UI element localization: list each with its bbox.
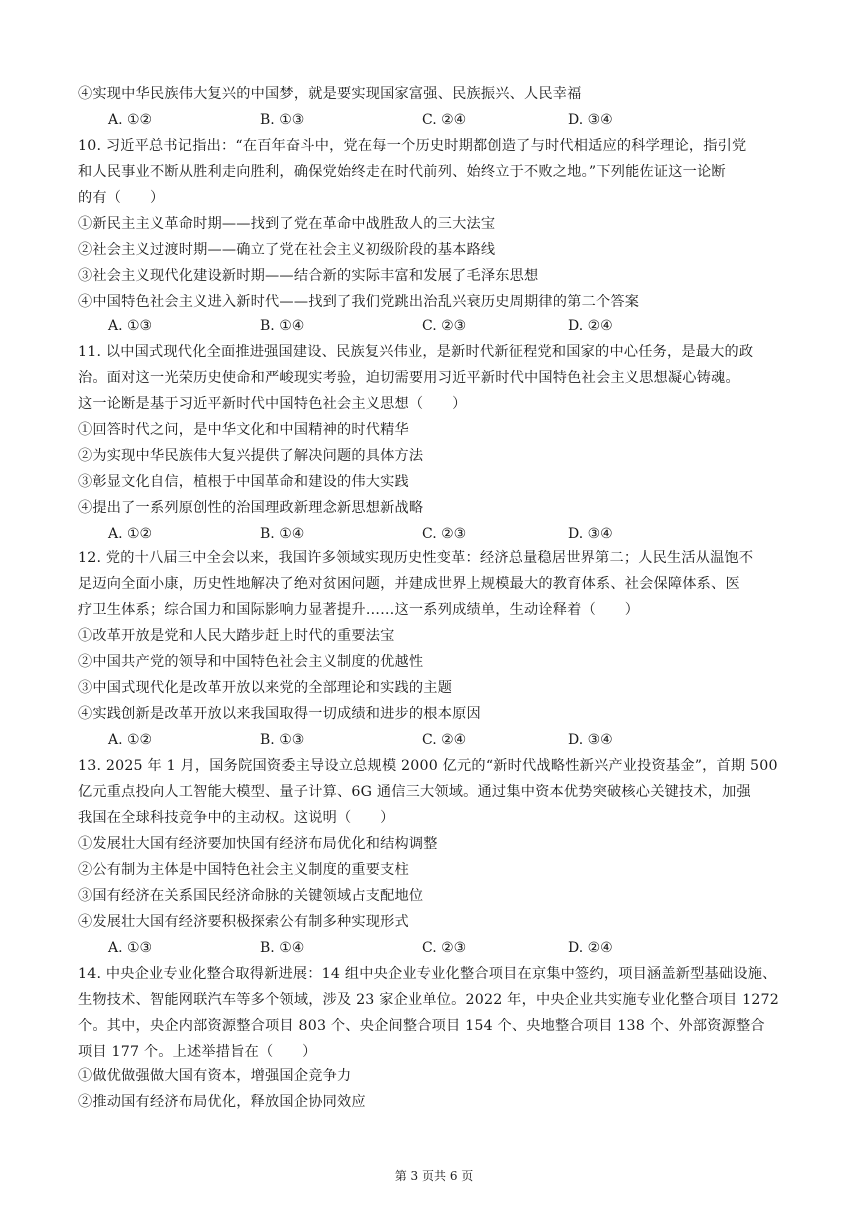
text-line: ④发展壮大国有经济要积极探索公有制多种实现形式 [78, 914, 409, 930]
text-line: 我国在全球科技竞争中的主动权。这说明（ ） [78, 810, 395, 826]
text-line: ①回答时代之问，是中华文化和中国精神的时代精华 [78, 422, 409, 438]
text-line: ③社会主义现代化建设新时期——结合新的实际丰富和发展了毛泽东思想 [78, 268, 539, 284]
text-line: ③中国式现代化是改革开放以来党的全部理论和实践的主题 [78, 680, 453, 696]
text-line: ①新民主主义革命时期——找到了党在革命中战胜敌人的三大法宝 [78, 216, 496, 232]
text-line: 这一论断是基于习近平新时代中国特色社会主义思想（ ） [78, 396, 467, 412]
text-line: 10. 习近平总书记指出：“在百年奋斗中，党在每一个历史时期都创造了与时代相适应的科学理论，指引党 [78, 138, 747, 154]
answer-option: D. ②④ [568, 940, 613, 956]
answer-option: A. ①② [108, 112, 153, 128]
text-line: ②中国共产党的领导和中国特色社会主义制度的优越性 [78, 654, 424, 670]
answer-option: C. ②④ [422, 112, 467, 128]
text-line: 亿元重点投向人工智能大模型、量子计算、6G 通信三大领域。通过集中资本优势突破核心关键技术，加强 [78, 784, 751, 800]
answer-option: A. ①② [108, 526, 153, 542]
answer-option: C. ②④ [422, 732, 467, 748]
text-line: 12. 党的十八届三中全会以来，我国许多领域实现历史性变革：经济总量稳居世界第二；人民生活从温饱不 [78, 550, 754, 566]
text-line: 13. 2025 年 1 月，国务院国资委主导设立总规模 2000 亿元的“新时代战略性新兴产业投资基金”，首期 500 [78, 758, 778, 774]
answer-option: B. ①④ [260, 318, 305, 334]
answer-option: B. ①③ [260, 112, 305, 128]
text-line: ③国有经济在关系国民经济命脉的关键领域占支配地位 [78, 888, 424, 904]
answer-option: B. ①④ [260, 940, 305, 956]
answer-option: D. ③④ [568, 526, 613, 542]
text-line: 个。其中，央企内部资源整合项目 803 个、央企间整合项目 154 个、央地整合项目 138 个、外部资源整合 [78, 1018, 765, 1034]
text-line: 项目 177 个。上述举措旨在（ ） [78, 1044, 317, 1060]
text-line: ①改革开放是党和人民大踏步赶上时代的重要法宝 [78, 628, 395, 644]
answer-options [108, 110, 808, 130]
answer-option: D. ②④ [568, 318, 613, 334]
answer-option: D. ③④ [568, 732, 613, 748]
text-line: 疗卫生体系；综合国力和国际影响力显著提升……这一系列成绩单，生动诠释着（ ） [78, 602, 640, 618]
text-line: ②公有制为主体是中国特色社会主义制度的重要支柱 [78, 862, 409, 878]
text-line: 足迈向全面小康，历史性地解决了绝对贫困问题，并建成世界上规模最大的教育体系、社会保障体系、医 [78, 576, 740, 592]
text-line: ④中国特色社会主义进入新时代——找到了我们党跳出治乱兴衰历史周期律的第二个答案 [78, 294, 640, 310]
text-line: ④实践创新是改革开放以来我国取得一切成绩和进步的根本原因 [78, 706, 481, 722]
text-line: 生物技术、智能网联汽车等多个领域，涉及 23 家企业单位。2022 年，中央企业共实施专业化整合项目 1272 [78, 992, 779, 1008]
answer-options [108, 524, 808, 544]
answer-option: B. ①③ [260, 732, 305, 748]
text-line: ②为实现中华民族伟大复兴提供了解决问题的具体方法 [78, 448, 424, 464]
text-line: 治。面对这一光荣历史使命和严峻现实考验，迫切需要用习近平新时代中国特色社会主义思想凝心铸魂。 [78, 370, 740, 386]
text-line: ①发展壮大国有经济要加快国有经济布局优化和结构调整 [78, 836, 438, 852]
text-line: 11. 以中国式现代化全面推进强国建设、民族复兴伟业，是新时代新征程党和国家的中心任务，是最大的政 [78, 344, 754, 360]
answer-option: C. ②③ [422, 318, 467, 334]
answer-option: D. ③④ [568, 112, 613, 128]
answer-options [108, 316, 808, 336]
text-line: 和人民事业不断从胜利走向胜利，确保党始终走在时代前列、始终立于不败之地。”下列能佐证这一论断 [78, 164, 726, 180]
answer-options [108, 730, 808, 750]
text-line: ①做优做强做大国有资本，增强国企竞争力 [78, 1068, 352, 1084]
answer-option: A. ①③ [108, 940, 153, 956]
text-line: ④实现中华民族伟大复兴的中国梦，就是要实现国家富强、民族振兴、人民幸福 [78, 86, 582, 102]
page-footer: 第 3 页共 6 页 [394, 1169, 474, 1183]
text-line: 的有（ ） [78, 190, 165, 206]
answer-options [108, 938, 808, 958]
answer-option: B. ①④ [260, 526, 305, 542]
text-line: ④提出了一系列原创性的治国理政新理念新思想新战略 [78, 500, 424, 516]
answer-option: C. ②③ [422, 526, 467, 542]
text-line: ③彰显文化自信，植根于中国革命和建设的伟大实践 [78, 474, 409, 490]
answer-option: A. ①③ [108, 318, 153, 334]
answer-option: C. ②③ [422, 940, 467, 956]
text-line: 14. 中央企业专业化整合取得新进展：14 组中央企业专业化整合项目在京集中签约，项目涵盖新型基础设施、 [78, 966, 777, 982]
answer-option: A. ①② [108, 732, 153, 748]
text-line: ②推动国有经济布局优化，释放国企协同效应 [78, 1094, 366, 1110]
text-line: ②社会主义过渡时期——确立了党在社会主义初级阶段的基本路线 [78, 242, 496, 258]
